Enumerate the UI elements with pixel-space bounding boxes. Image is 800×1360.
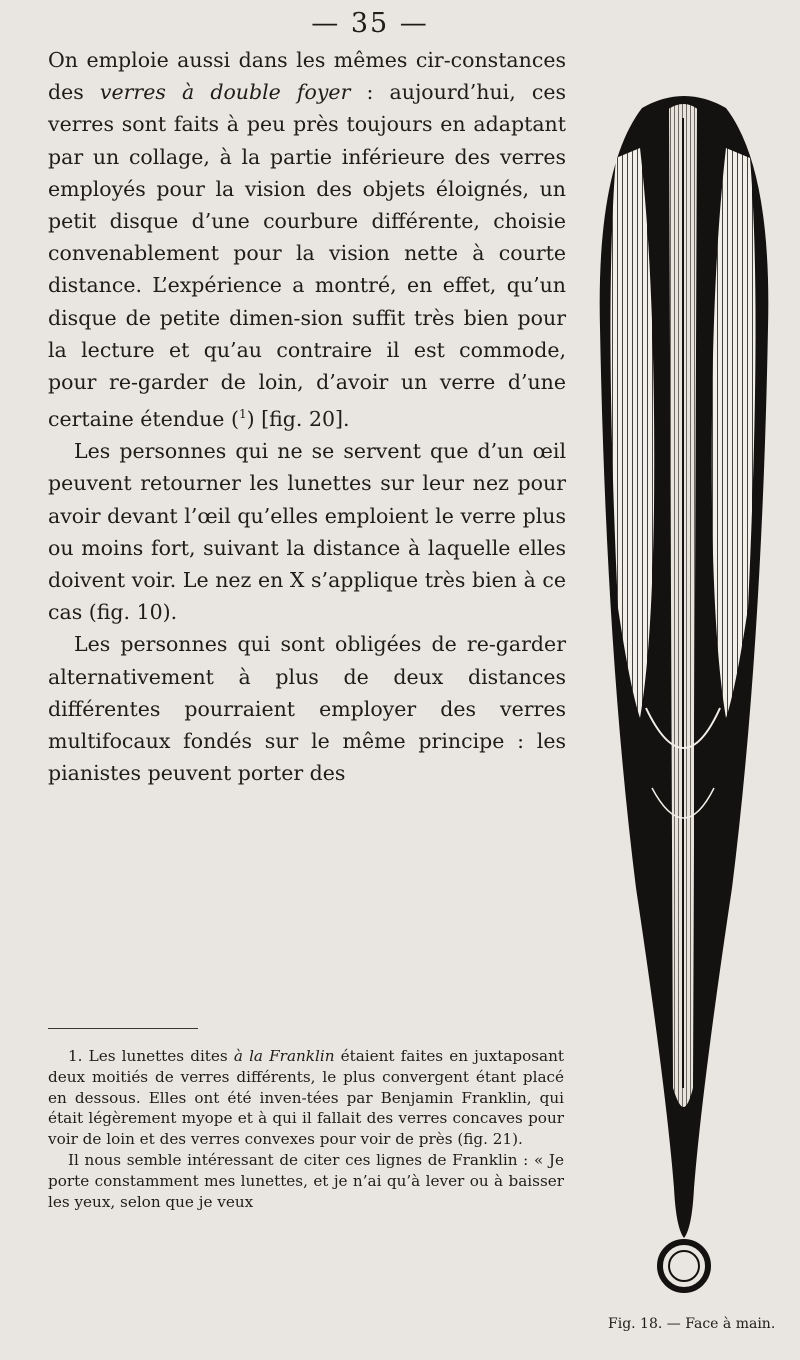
footnote-1 [48,1046,564,1150]
page-number: — 35 — [311,8,429,39]
handle-ring [660,1242,708,1290]
footnotes [48,1046,564,1212]
figure-caption: Fig. 18. — Face à main. [608,1316,776,1332]
footnote-1-text-a: 1. Les lunettes dites [68,1047,234,1065]
paragraph-3: Les personnes qui sont obligées de re-garder alternativement à plus de deux distances différentes pourraient employer des verres multifocaux fondés sur le même principe : les pianistes peuvent porter des [48,632,566,786]
footnote-divider [48,1028,198,1029]
paragraph-1 [48,44,566,435]
footnote-1-italic: à la Franklin [233,1047,335,1065]
paragraph-1-text-a: On emploie aussi dans les mêmes cir-constances des [48,48,566,105]
footnote-ref[interactable]: 1 [238,407,247,422]
main-text [48,44,566,790]
footnote-2: Il nous semble intéressant de citer ces lignes de Franklin : « Je porte constamment mes lunettes, et je n’ai qu’à lever ou à baisser les yeux, selon que je veux [48,1150,564,1211]
paragraph-1-text-c: ) [fig. 20]. [246,407,350,432]
face-a-main-illustration [582,88,784,1308]
paragraph-1-italic: verres à double foyer [99,80,351,105]
footnote-1-text-b: étaient faites en juxtaposant deux moitiés de verres différents, le plus convergent étant placé en dessous. Elles ont été inven-tées par Benjamin Franklin, qui était légèrement myope et à qui il fallait des verres concaves pour voir de loin et des verres convexes pour voir de près (fig. 21). [48,1047,564,1149]
paragraph-1-text-b: : aujourd’hui, ces verres sont faits à peu près toujours en adaptant par un collage, à la partie inférieure des verres employés pour la vision des objets éloignés, un petit disque d’une courbure différente, choisie convenablement pour la vision nette à courte distance. L’expérience a montré, en effet, qu’un disque de petite dimen-sion suffit très bien pour la lecture et qu’au contraire il est commode, pour re-garder de loin, d’avoir un verre d’une certaine étendue ( [48,80,567,432]
lorgnette-figure [582,88,784,1308]
paragraph-2: Les personnes qui ne se servent que d’un œil peuvent retourner les lunettes sur leur nez pour avoir devant l’œil qu’elles emploient le verre plus ou moins fort, suivant la distance à laquelle elles doivent voir. Le nez en X s’applique très bien à ce cas (fig. 10). [48,439,566,625]
